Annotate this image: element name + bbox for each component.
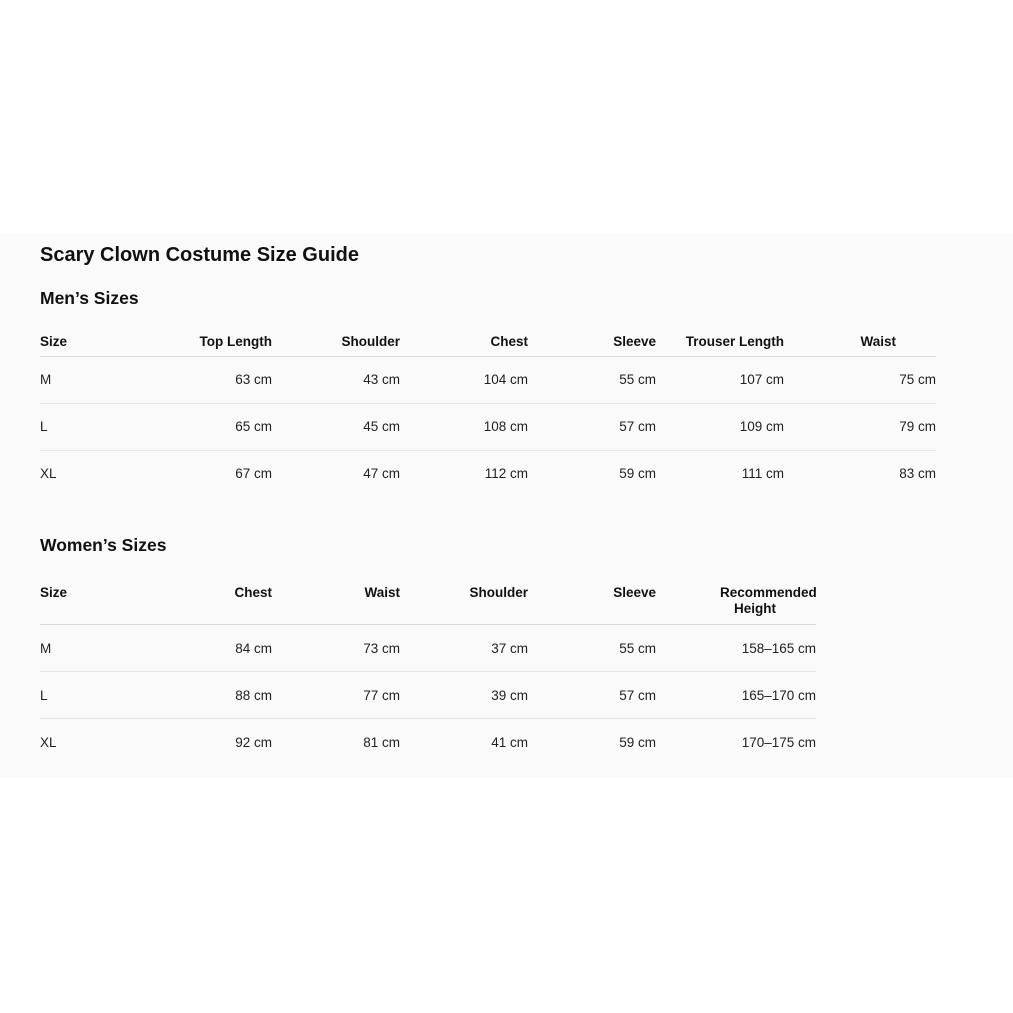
table-cell: 59 cm <box>619 734 656 750</box>
table-header-row <box>40 330 936 356</box>
table-cell: 158–165 cm <box>656 625 816 672</box>
col-header-trouser-length: Trouser Length <box>656 330 784 356</box>
table-cell: 37 cm <box>400 625 528 672</box>
table-header-row <box>40 577 816 625</box>
col-header-waist: Waist <box>784 330 936 356</box>
size-guide-panel <box>0 234 1013 778</box>
table-cell: L <box>40 403 144 450</box>
table-cell: 57 cm <box>528 403 656 450</box>
mens-size-table <box>40 330 936 497</box>
table-cell: 43 cm <box>272 356 400 403</box>
table-cell: 41 cm <box>491 734 528 750</box>
col-header-chest: Chest <box>144 577 272 625</box>
table-cell: 81 cm <box>363 734 400 750</box>
table-cell: 84 cm <box>144 625 272 672</box>
table-cell: 108 cm <box>400 403 528 450</box>
table-cell: 170–175 cm <box>741 734 816 750</box>
table-cell: 73 cm <box>272 625 400 672</box>
table-cell: 39 cm <box>400 672 528 719</box>
table-cell: M <box>40 625 144 672</box>
col-header-sleeve: Sleeve <box>528 330 656 356</box>
table-cell: 67 cm <box>235 466 272 482</box>
table-cell: M <box>40 356 144 403</box>
table-cell: 92 cm <box>235 734 272 750</box>
table-row <box>40 672 816 719</box>
page-title: Scary Clown Costume Size Guide <box>40 244 359 266</box>
table-cell: XL <box>40 734 57 750</box>
col-header-shoulder: Shoulder <box>400 577 528 625</box>
table-cell: L <box>40 672 144 719</box>
table-cell: 111 cm <box>741 466 784 482</box>
col-header-size: Size <box>40 577 144 625</box>
table-cell: 57 cm <box>528 672 656 719</box>
table-cell: 47 cm <box>363 466 400 482</box>
table-cell: 55 cm <box>528 356 656 403</box>
table-cell: XL <box>40 466 57 482</box>
table-cell: 45 cm <box>272 403 400 450</box>
table-cell: 77 cm <box>272 672 400 719</box>
table-cell: 79 cm <box>784 403 936 450</box>
table-cell: 109 cm <box>656 403 784 450</box>
table-cell: 63 cm <box>144 356 272 403</box>
table-row <box>40 719 816 766</box>
col-header-size: Size <box>40 330 144 356</box>
table-row <box>40 403 936 450</box>
table-cell: 65 cm <box>144 403 272 450</box>
col-header-waist: Waist <box>272 577 400 625</box>
womens-section-title: Women’s Sizes <box>40 535 167 555</box>
table-cell: 112 cm <box>484 466 528 482</box>
col-header-sleeve: Sleeve <box>528 577 656 625</box>
table-cell: 88 cm <box>144 672 272 719</box>
table-row <box>40 625 816 672</box>
table-cell: 59 cm <box>619 466 656 482</box>
table-row <box>40 356 936 403</box>
col-header-recommended-height: Recommended Height <box>656 577 816 625</box>
mens-section-title: Men’s Sizes <box>40 288 139 308</box>
table-row <box>40 450 936 497</box>
table-cell: 104 cm <box>400 356 528 403</box>
table-cell: 55 cm <box>528 625 656 672</box>
womens-size-table <box>40 577 816 766</box>
col-header-shoulder: Shoulder <box>272 330 400 356</box>
table-cell: 165–170 cm <box>656 672 816 719</box>
table-cell: 75 cm <box>784 356 936 403</box>
table-cell: 83 cm <box>899 466 936 482</box>
table-cell: 107 cm <box>656 356 784 403</box>
col-header-chest: Chest <box>400 330 528 356</box>
col-header-top-length: Top Length <box>144 330 272 356</box>
